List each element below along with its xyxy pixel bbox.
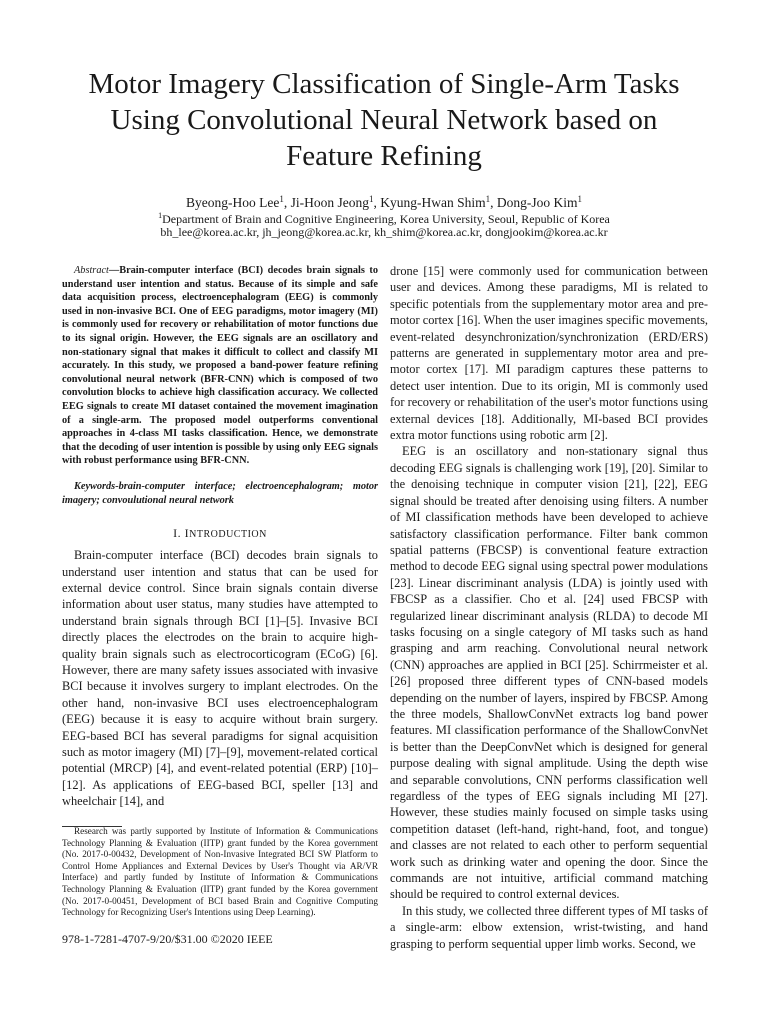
author-separator: ,	[490, 195, 497, 210]
author-affiliation-mark: 1	[279, 194, 284, 204]
section-numeral: I.	[173, 526, 185, 541]
affiliation-mark: 1	[158, 211, 163, 220]
body-paragraph: drone [15] were commonly used for communication between user and devices. Among these paradigms, MI is related to specific potentials from the supplementary motor area and pre-motor cortex [16]. When the user imagines specific movements, event-related desynchronization/synchronization (ERD/ERS) patterns are generated in supplementary motor area and pre-motor cortex [17]. MI paradigm captures these patterns to detect user intention. Due to its origin, MI is commonly used for recovery or rehabilitation of the user's motor functions using external devices [18]. Additionally, MI-based BCI provides extra motor functions using robotic arm [2].	[390, 264, 708, 443]
body-paragraph: In this study, we collected three different types of MI tasks of a single-arm: elbow extension, wrist-twisting, and hand grasping to perform sequential upper limb works. Second, we	[390, 903, 708, 951]
author-affiliation-mark: 1	[485, 194, 491, 204]
right-column	[390, 263, 708, 952]
affiliation-text: Department of Brain and Cognitive Engineering, Korea University, Seoul, Republic of Korea	[162, 212, 610, 226]
title-line: Using Convolutional Neural Network based on	[110, 104, 658, 136]
author-name: Byeong-Hoo Lee	[186, 195, 280, 210]
intro-paragraph: Brain-computer interface (BCI) decodes brain signals to understand user intention and status that can be used for external device control. Since brain signals contain diverse information about user status, many studies have attempted to understand brain signals through BCI [1]–[5]. Invasive BCI directly places the electrodes on the brain to acquire high-quality brain signals such as electrocorticogram (ECoG) [6]. However, there are many safety issues associated with invasive BCI because it involves surgery to implant electrodes. On the other hand, non-invasive BCI uses electroencephalogram (EEG) because it is easy to acquire without brain surgery. EEG-based BCI has several paradigms for signal acquisition such as motor imagery (MI) [7]–[9], movement-related cortical potential (MRCP) [4], and event-related potential (ERP) [10]–[12]. As applications of EEG-based BCI, speller [13] and wheelchair [14], and	[62, 548, 378, 809]
author-separator: ,	[373, 195, 381, 210]
author-name: Dong-Joo Kim	[496, 195, 578, 210]
author-affiliation-mark: 1	[577, 194, 582, 204]
abstract-label: Abstract	[74, 265, 109, 276]
copyright-notice: 978-1-7281-4707-9/20/$31.00 ©2020 IEEE	[62, 932, 273, 946]
author-name: Ji-Hoon Jeong	[290, 195, 369, 210]
author-separator: ,	[283, 195, 291, 210]
abstract	[62, 264, 378, 468]
left-column	[62, 264, 378, 810]
author-name: Kyung-Hwan Shim	[380, 195, 486, 210]
section-heading-introduction	[62, 526, 378, 541]
author-emails: bh_lee@korea.ac.kr, jh_jeong@korea.ac.kr, kh_shim@korea.ac.kr, dongjookim@korea.ac.kr	[160, 225, 608, 239]
section-title-rest: NTRODUCTION	[189, 529, 267, 541]
abstract-text: —Brain-computer interface (BCI) decodes brain signals to understand user intention and status. Because of its simple and safe data acquisition process, electroencephalogram (EEG) is commonly used in non-invasive BCI. One of EEG paradigms, motor imagery (MI) is commonly used for recovery or rehabilitation of motor functions due to its signal origin. However, the EEG signals are an oscillatory and non-stationary signal that makes it difficult to collect and classify MI accurately. In this study, we proposed a band-power feature refining convolutional neural network (BFR-CNN) which is composed of two convolution blocks to achieve high classification accuracy. We collected EEG signals to create MI dataset contained the movement imagination of a single-arm. The proposed model outperforms conventional approaches in 4-class MI tasks classification. Hence, we demonstrate that the decoding of user intention is possible by using only EEG signals with robust performance using BFR-CNN.	[62, 265, 378, 467]
paper-title	[40, 66, 728, 174]
title-line: Motor Imagery Classification of Single-Arm Tasks	[88, 68, 680, 100]
keywords: Keywords-brain-computer interface; electroencephalogram; motor imagery; convoulutional neural network	[62, 480, 378, 506]
title-line: Feature Refining	[286, 140, 482, 172]
funding-footnote: Research was partly supported by Institute of Information & Communications Technology Planning & Evaluation (IITP) grant funded by the Korea government (No. 2017-0-00432, Development of Non-Invasive Integrated BCI SW Platform to Control Home Appliances and External Devices by User's Thought via AR/VR Interface) and partly funded by Institute of Information & Communications Technology Planning & Evaluation (IITP) grant funded by the Korea government (No. 2017-0-00451, Development of BCI based Brain and Cognitive Computing Technology for Recognizing User's Intentions using Deep Learning).	[62, 826, 378, 918]
author-affiliation-mark: 1	[368, 194, 374, 204]
body-paragraph: EEG is an oscillatory and non-stationary signal thus decoding EEG signals is challenging work [19], [20]. Similar to the denoising technique in computer vision [21], [22], EEG signal should be treated after denoising using filters. A number of MI classification methods have been developed to achieve satisfactory classification performance. Filter bank common spatial patterns (FBCSP) is conventional feature extraction method to decode EEG signal using spectral power modulations [23]. Linear discriminant analysis (LDA) is jointly used with FBCSP as a classifier. Cho et al. [24] used FBCSP with regularized linear discriminant analysis (RLDA) to decode MI tasks focusing on a single category of MI tasks such as hand grasping and arm reaching. Convolutional neural network (CNN) approaches are applied in BCI [25]. Schirrmeister et al. [26] proposed three different types of CNN-based models depending on the number of layers, inspired by FBCSP. Among the three models, ShallowConvNet extracts log band power features. MI classification performance of the ShallowConvNet is better than the DeepConvNet which is designed for general purpose dealing with signal amplitude. Using the depth wise and separable convolutions, CNN performs classification well regardless of the types of EEG signals including MI [27]. However, these studies mainly focused on simple tasks using competition dataset (left-hand, right-hand, foot, and tongue) and classes are not related to each other to perform sequential work such as drinking water and opening the door. Since the commands are not intuitive, artificial command matching should be required to control external devices.	[390, 444, 708, 902]
section-first-letter: I	[184, 526, 190, 541]
